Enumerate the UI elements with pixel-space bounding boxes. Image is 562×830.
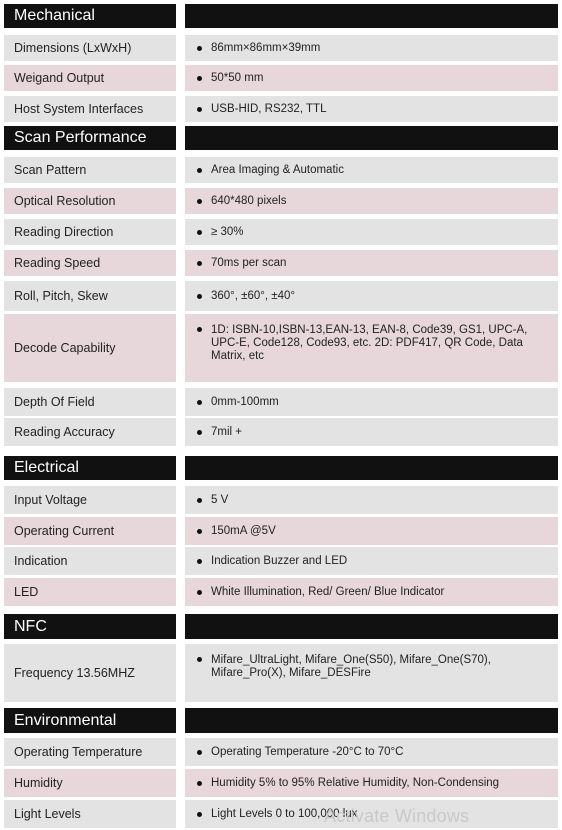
spec-row-decode-capability (4, 314, 558, 382)
bullet-icon (197, 294, 202, 299)
spec-row-dimensions (4, 35, 558, 61)
spec-row-optical-resolution (4, 188, 558, 214)
bullet-icon (197, 400, 202, 405)
spec-label: Decode Capability (4, 314, 176, 382)
spec-value: Area Imaging & Automatic (185, 157, 558, 183)
section-header-bar (185, 126, 558, 150)
spec-label: Light Levels (4, 800, 176, 828)
section-title: Electrical (4, 456, 176, 480)
spec-label: Operating Temperature (4, 738, 176, 766)
bullet-icon (197, 327, 202, 332)
spec-label: Roll, Pitch, Skew (4, 281, 176, 311)
spec-row-host-interfaces (4, 96, 558, 122)
section-header-electrical (4, 456, 558, 480)
spec-label: Operating Current (4, 517, 176, 545)
bullet-icon (197, 750, 202, 755)
spec-label: Reading Accuracy (4, 418, 176, 446)
section-title: Mechanical (4, 4, 176, 28)
spec-label: Scan Pattern (4, 157, 176, 183)
section-title: NFC (4, 614, 176, 639)
spec-row-reading-speed (4, 250, 558, 276)
spec-row-light-levels (4, 800, 558, 828)
bullet-icon (197, 529, 202, 534)
spec-value: 7mil + (185, 418, 558, 446)
spec-label: Frequency 13.56MHZ (4, 644, 176, 702)
spec-value: Operating Temperature -20°C to 70°C (185, 738, 558, 766)
section-header-scan-performance (4, 126, 558, 150)
spec-value: Indication Buzzer and LED (185, 547, 558, 575)
spec-row-frequency (4, 644, 558, 702)
section-header-bar (185, 614, 558, 639)
bullet-icon (197, 430, 202, 435)
spec-row-weigand-output (4, 65, 558, 91)
bullet-icon (197, 76, 202, 81)
bullet-icon (197, 46, 202, 51)
spec-value: 5 V (185, 486, 558, 514)
section-header-bar (185, 456, 558, 480)
section-header-bar (185, 4, 558, 28)
spec-row-depth-of-field (4, 388, 558, 416)
spec-row-humidity (4, 769, 558, 797)
spec-row-reading-direction (4, 219, 558, 245)
spec-label: LED (4, 578, 176, 606)
bullet-icon (197, 107, 202, 112)
spec-value: 86mm×86mm×39mm (185, 35, 558, 61)
spec-label: Optical Resolution (4, 188, 176, 214)
bullet-icon (197, 781, 202, 786)
spec-label: Indication (4, 547, 176, 575)
section-header-bar (185, 708, 558, 733)
spec-row-operating-temperature (4, 738, 558, 766)
spec-label: Dimensions (LxWxH) (4, 35, 176, 61)
bullet-icon (197, 230, 202, 235)
spec-value: Light Levels 0 to 100,000 lux (185, 800, 558, 828)
spec-value: Mifare_UltraLight, Mifare_One(S50), Mifare_One(S70), Mifare_Pro(X), Mifare_DESFire (185, 644, 558, 702)
bullet-icon (197, 498, 202, 503)
spec-value: 150mA @5V (185, 517, 558, 545)
activate-windows-watermark: Activate Windows (324, 806, 470, 826)
bullet-icon (197, 657, 202, 662)
spec-row-led (4, 578, 558, 606)
spec-value: Humidity 5% to 95% Relative Humidity, Non-Condensing (185, 769, 558, 797)
spec-value: 640*480 pixels (185, 188, 558, 214)
bullet-icon (197, 199, 202, 204)
spec-row-indication (4, 547, 558, 575)
bullet-icon (197, 812, 202, 817)
spec-label: Reading Speed (4, 250, 176, 276)
bullet-icon (197, 559, 202, 564)
spec-value: 360°, ±60°, ±40° (185, 281, 558, 311)
bullet-icon (197, 590, 202, 595)
section-header-mechanical (4, 4, 558, 28)
bullet-icon (197, 261, 202, 266)
spec-row-reading-accuracy (4, 418, 558, 446)
section-title: Scan Performance (4, 126, 176, 150)
spec-label: Input Voltage (4, 486, 176, 514)
spec-label: Host System Interfaces (4, 96, 176, 122)
spec-label: Depth Of Field (4, 388, 176, 416)
bullet-icon (197, 168, 202, 173)
spec-label: Humidity (4, 769, 176, 797)
spec-value: 1D: ISBN-10,ISBN-13,EAN-13, EAN-8, Code39, GS1, UPC-A, UPC-E, Code128, Code93, etc. 2D: PDF417, QR Code, Data Matrix, etc (185, 314, 558, 382)
section-header-environmental (4, 708, 558, 733)
spec-value: 50*50 mm (185, 65, 558, 91)
spec-value: 0mm-100mm (185, 388, 558, 416)
spec-value: ≥ 30% (185, 219, 558, 245)
spec-label: Weigand Output (4, 65, 176, 91)
spec-row-scan-pattern (4, 157, 558, 183)
spec-row-input-voltage (4, 486, 558, 514)
spec-value: White Illumination, Red/ Green/ Blue Indicator (185, 578, 558, 606)
section-title: Environmental (4, 708, 176, 733)
spec-value: USB-HID, RS232, TTL (185, 96, 558, 122)
spec-label: Reading Direction (4, 219, 176, 245)
spec-value: 70ms per scan (185, 250, 558, 276)
section-header-nfc (4, 614, 558, 639)
spec-row-operating-current (4, 517, 558, 545)
spec-row-roll-pitch-skew (4, 281, 558, 311)
